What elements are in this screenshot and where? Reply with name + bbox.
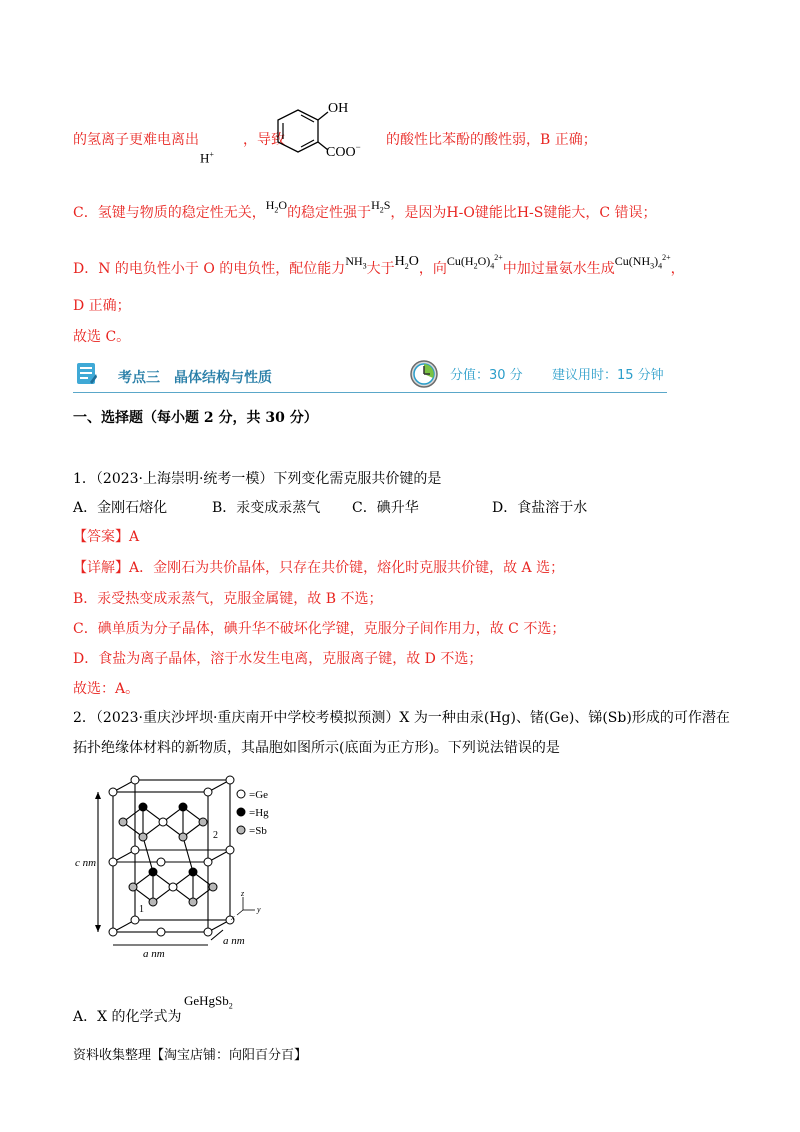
q2-stem-2: 拓扑绝缘体材料的新物质，其晶胞如图所示(底面为正方形)。下列说法错误的是 bbox=[73, 740, 560, 756]
q2-stem-1: 2．（2023·重庆沙坪坝·重庆南开中学校考模拟预测）X 为一种由汞(Hg)、锗(Ge)、锑(Sb)形成的可作潜在 bbox=[73, 710, 730, 726]
conclusion-c: 故选 C。 bbox=[73, 329, 131, 345]
q1-option-b: B．汞变成汞蒸气 bbox=[212, 500, 321, 516]
section-time: 建议用时：15 分钟 bbox=[552, 368, 664, 383]
axis-y: y bbox=[257, 905, 261, 914]
formula-nh3: $NH_3$ bbox=[345, 254, 367, 271]
q1-explain-4: D．食盐为离子晶体，溶于水发生电离，克服离子键，故 D 不选； bbox=[73, 651, 483, 667]
crystal-cell-diagram bbox=[73, 772, 293, 962]
formula-cu-nh3: $Cu(NH_3)_4^{2+}$ bbox=[614, 253, 671, 271]
notepad-icon bbox=[76, 360, 98, 386]
section-title: 考点三 晶体结构与性质 bbox=[118, 370, 272, 386]
atom-label-1: 1 bbox=[139, 904, 144, 915]
formula-h2s: $H_2S$ bbox=[371, 198, 391, 215]
formula-h2o: $H_2O$ bbox=[265, 198, 288, 215]
axis-z: z bbox=[241, 889, 245, 898]
atom-label-2: 2 bbox=[213, 830, 218, 841]
para-d: D．N 的电负性小于 O 的电负性，配位能力$NH_3$大于$H_2O$，向$Cu(H_2O)_4^{2+}$中加过量氨水生成$Cu(NH_3)_4^{2+}$， bbox=[73, 253, 685, 277]
legend-sb: =Sb bbox=[249, 825, 267, 837]
q1-option-a: A．金刚石熔化 bbox=[73, 500, 168, 516]
para-b-pre: 的氢离子更难电离出 bbox=[73, 132, 199, 148]
q1-option-d: D．食盐溶于水 bbox=[492, 500, 588, 516]
q1-explain-2: B．汞受热变成汞蒸气，克服金属键，故 B 不选； bbox=[73, 591, 383, 607]
section-score: 分值：30 分 bbox=[450, 368, 523, 383]
q1-explain-5: 故选：A。 bbox=[73, 681, 140, 697]
footer-source: 资料收集整理【淘宝店铺：向阳百分百】 bbox=[73, 1048, 308, 1063]
section-divider bbox=[73, 392, 667, 393]
para-b-post: 的酸性比苯酚的酸性弱，B 正确； bbox=[386, 132, 597, 148]
coo-label: COO− bbox=[326, 142, 361, 160]
legend-hg: =Hg bbox=[249, 807, 269, 819]
c-dimension-label: c nm bbox=[75, 857, 97, 869]
q1-answer: 【答案】A bbox=[73, 529, 140, 545]
a-dimension-label-2: a nm bbox=[223, 935, 245, 947]
q1-explain-1: 【详解】A．金刚石为共价晶体，只存在共价键，熔化时克服共价键，故 A 选； bbox=[73, 560, 565, 576]
q1-explain-3: C．碘单质为分子晶体，碘升华不破坏化学键，克服分子间作用力，故 C 不选； bbox=[73, 621, 566, 637]
clock-icon bbox=[410, 360, 438, 388]
oh-label: OH bbox=[328, 101, 349, 116]
formula-cu-h2o: $Cu(H_2O)_4^{2+}$ bbox=[446, 253, 503, 271]
part-heading: 一、选择题（每小题 2 分，共 30 分） bbox=[73, 410, 318, 426]
q2-option-a: A．X 的化学式为 bbox=[73, 1009, 182, 1025]
axis-x: x bbox=[231, 913, 235, 922]
para-c: C．氢键与物质的稳定性无关，$H_2O$的稳定性强于$H_2S$，是因为H-O键能比H-S键能大，C 错误； bbox=[73, 198, 657, 221]
formula-h2o-d: $H_2O$ bbox=[394, 254, 419, 271]
salicylate-structure bbox=[268, 96, 378, 166]
para-b-mid: ，导致 bbox=[243, 132, 285, 148]
legend-ge: =Ge bbox=[249, 789, 269, 801]
formula-gehgsb2: GeHgSb$_2$ bbox=[184, 993, 233, 1011]
q1-option-c: C．碘升华 bbox=[352, 500, 419, 516]
q1-stem: 1．（2023·上海崇明·统考一模）下列变化需克服共价键的是 bbox=[73, 471, 442, 487]
h-plus-formula: H+ bbox=[200, 150, 214, 166]
para-d2: D 正确； bbox=[73, 298, 131, 314]
a-dimension-label: a nm bbox=[143, 948, 165, 960]
